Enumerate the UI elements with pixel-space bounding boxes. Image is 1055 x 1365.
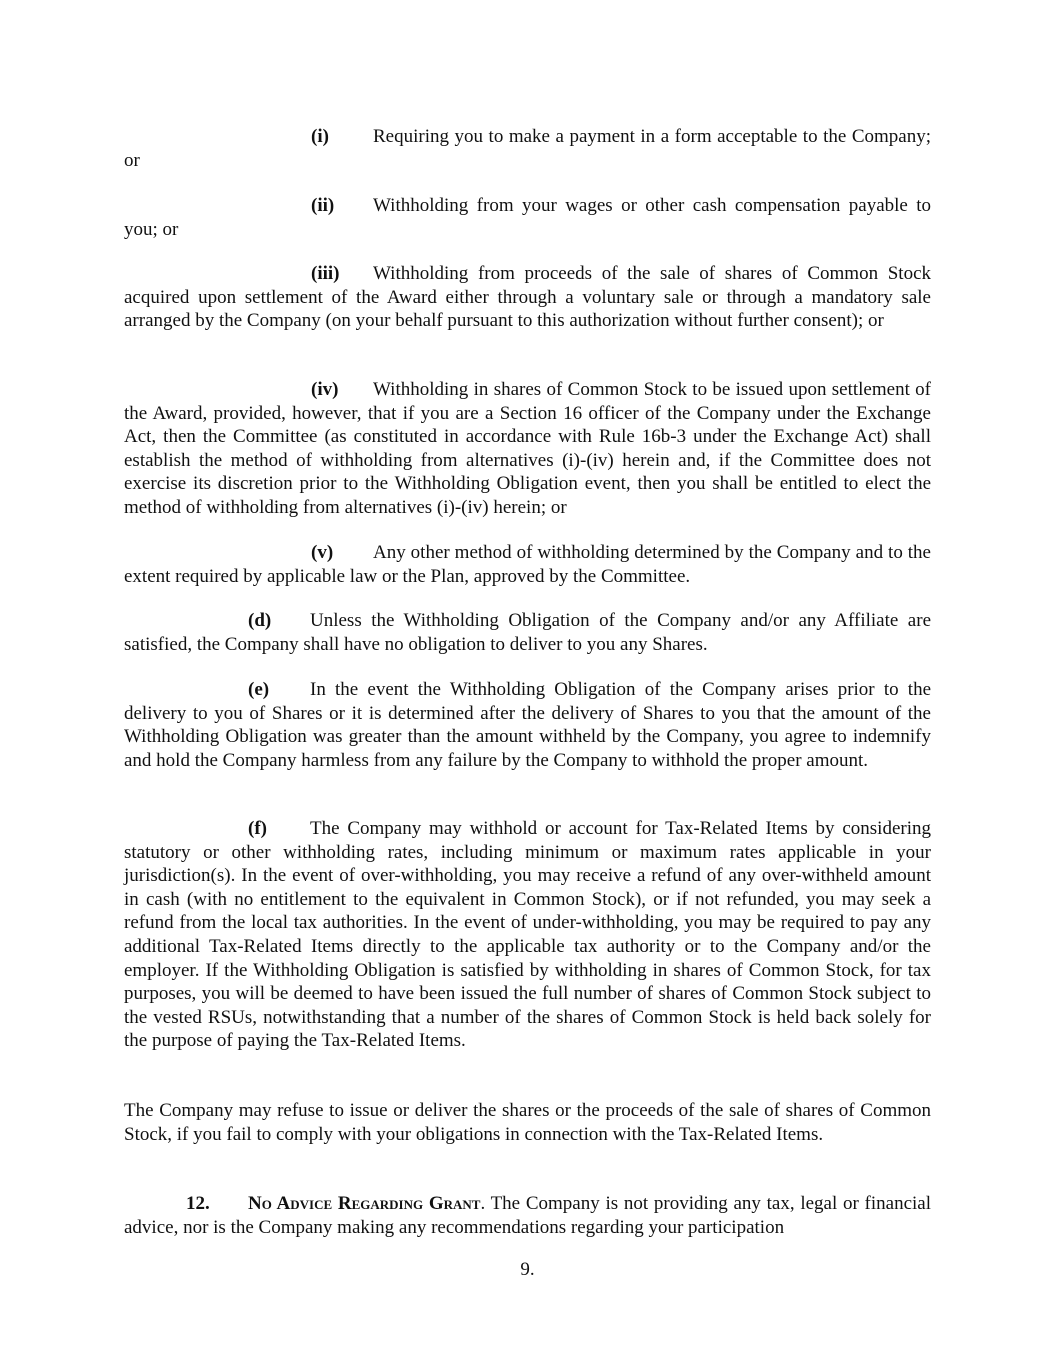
- refusal-paragraph: The Company may refuse to issue or deliver the shares or the proceeds of the sale of shares of Common Stock, if you fail to comply with your obligations in connection with the Tax-Related Items.: [124, 1100, 931, 1145]
- item-iii-label: (iii): [311, 263, 340, 284]
- item-iv-text: Withholding in shares of Common Stock to be issued upon settlement of the Award, provided, however, that if you are a Section 16 officer of the Company under the Exchange Act, then the Committee (as constituted in accordance with Rule 16b-3 under the Exchange Act) shall establish the method of withholding from alternatives (i)-(iv) herein and, if the Committee does not exercise its discretion prior to the Withholding Obligation event, then you shall be entitled to elect the method of withholding from alternatives (i)-(iv) herein; or: [124, 379, 931, 518]
- item-iii-text: Withholding from proceeds of the sale of shares of Common Stock acquired upon settlement of the Award either through a voluntary sale or through a mandatory sale arranged by the Company (on your behalf pursuant to this authorization without further consent); or: [124, 263, 931, 332]
- section-12-text: . The Company is not providing any tax, legal or financial advice, nor is the Company making any recommendations regarding your participation: [124, 1193, 931, 1238]
- section-e-label: (e): [248, 679, 270, 700]
- section-f-text: The Company may withhold or account for Tax-Related Items by considering statutory or other withholding rates, including minimum or maximum rates applicable in your jurisdiction(s). In the event of over-withholding, you may receive a refund of any over-withheld amount in cash (with no entitlement to the equivalent in Common Stock), or if not refunded, you may seek a refund from the local tax authorities. In the event of under-withholding, you may be required to pay any additional Tax-Related Items directly to the applicable tax authority or to the Company and/or the employer. If the Withholding Obligation is satisfied by withholding in shares of Common Stock, for tax purposes, you will be deemed to have been issued the full number of shares of Common Stock subject to the vested RSUs, notwithstanding that a number of the shares of Common Stock is held back solely for the purpose of paying the Tax-Related Items.: [124, 818, 931, 1052]
- item-iv-paragraph: [124, 378, 931, 520]
- item-iii-paragraph: [124, 262, 931, 333]
- section-d-label: (d): [248, 610, 272, 631]
- section-d-text: Unless the Withholding Obligation of the Company and/or any Affiliate are satisfied, the Company shall have no obligation to deliver to you any Shares.: [124, 610, 931, 655]
- section-d-paragraph: [124, 609, 931, 656]
- section-e-text: In the event the Withholding Obligation of the Company arises prior to the delivery to you of Shares or it is determined after the delivery of Shares to you that the amount of the Withholding Obligation was greater than the amount withheld by the Company, you agree to indemnify and hold the Company harmless from any failure by the Company to withhold the proper amount.: [124, 679, 931, 771]
- section-12-heading: No Advice Regarding Grant: [248, 1193, 481, 1214]
- item-i-text: Requiring you to make a payment in a form acceptable to the Company; or: [124, 126, 931, 171]
- item-ii-label: (ii): [311, 195, 335, 216]
- item-ii-paragraph: [124, 194, 931, 241]
- item-i-label: (i): [311, 126, 329, 147]
- section-f-label: (f): [248, 818, 267, 839]
- item-iv-label: (iv): [311, 379, 339, 400]
- item-i-paragraph: [124, 125, 931, 172]
- section-12-number: 12.: [186, 1193, 210, 1214]
- section-f-paragraph: [124, 817, 931, 1053]
- section-e-paragraph: [124, 678, 931, 772]
- item-v-label: (v): [311, 542, 334, 563]
- page-number: 9.: [520, 1259, 535, 1280]
- item-v-text: Any other method of withholding determined by the Company and to the extent required by applicable law or the Plan, approved by the Committee.: [124, 542, 931, 587]
- item-ii-text: Withholding from your wages or other cash compensation payable to you; or: [124, 195, 931, 240]
- section-12-paragraph: [124, 1192, 931, 1239]
- item-v-paragraph: [124, 541, 931, 588]
